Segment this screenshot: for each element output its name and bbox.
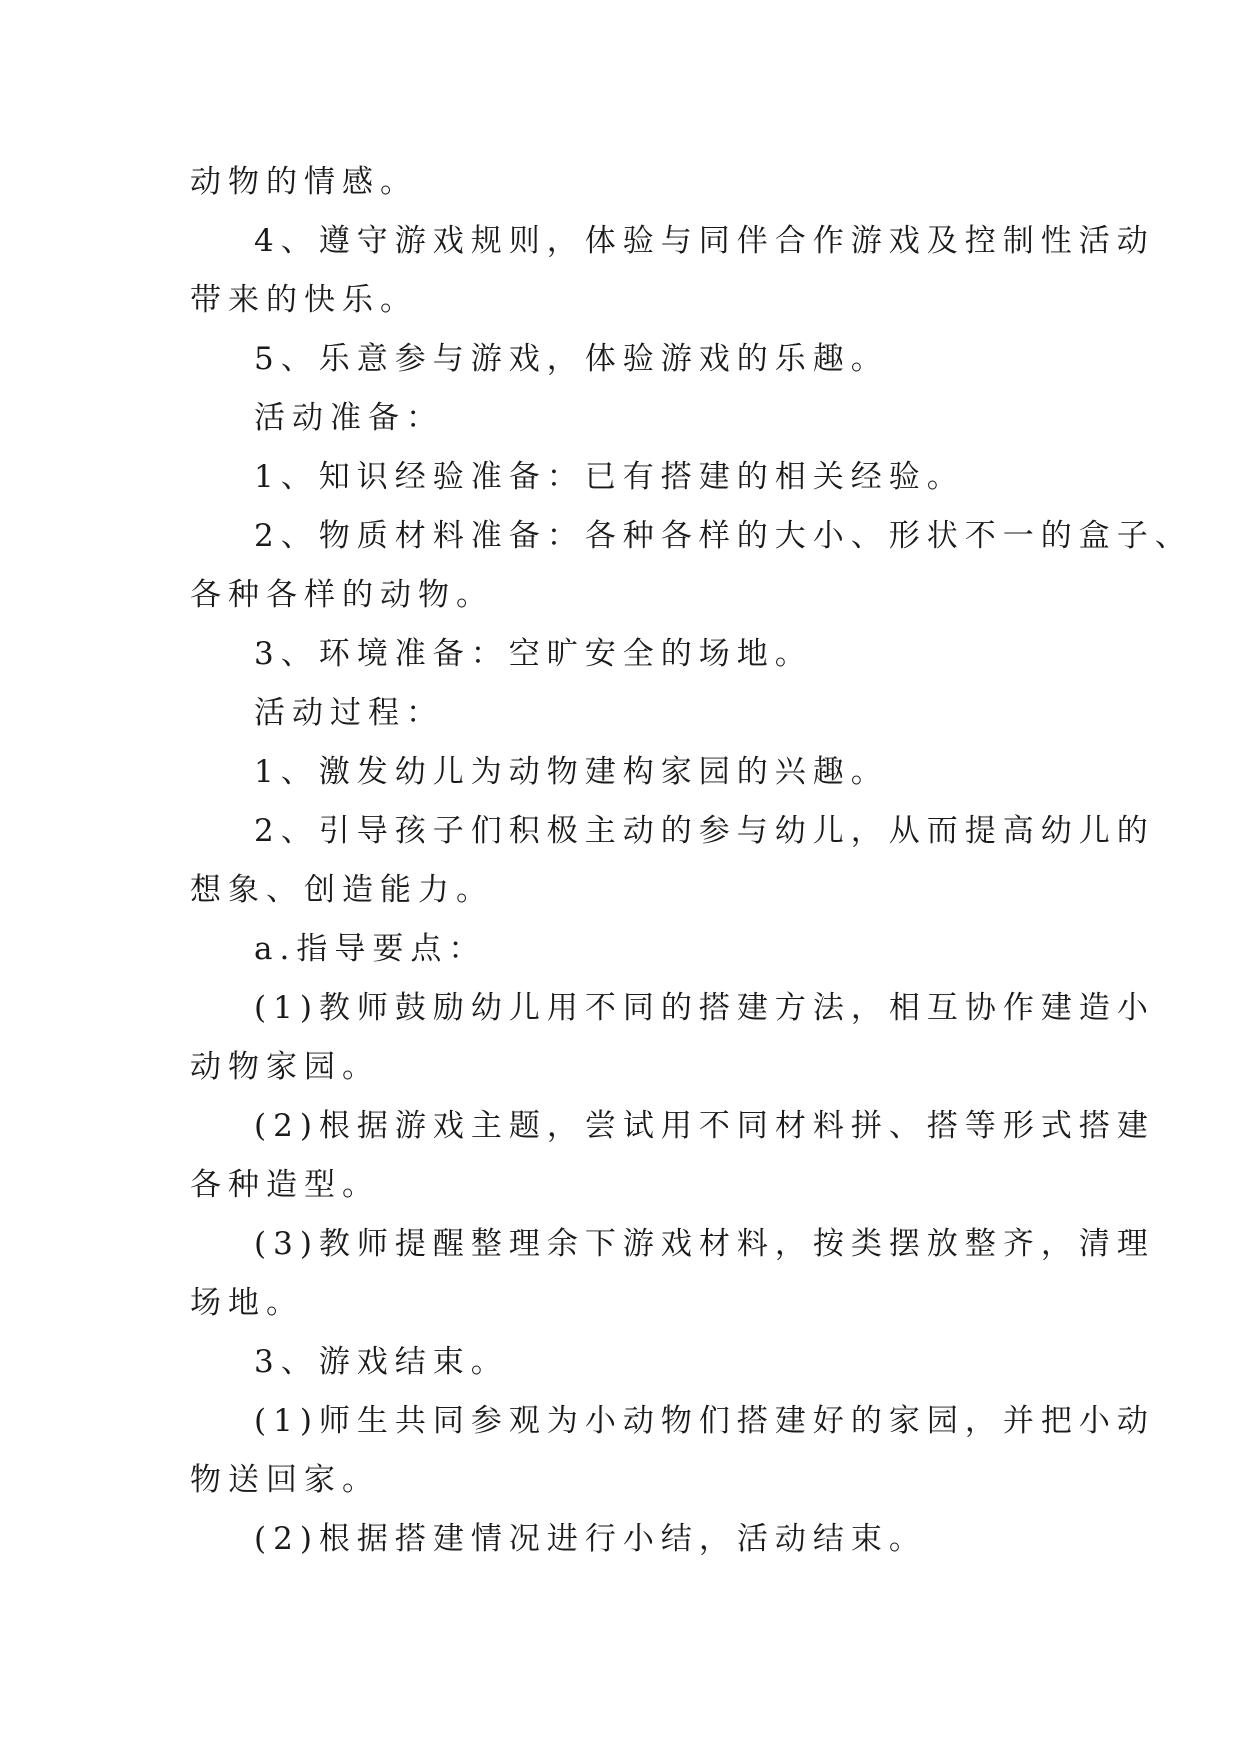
text-line: (1)教师鼓励幼儿用不同的搭建方法，相互协作建造小: [254, 990, 1155, 1026]
text-line: 动物家园。: [190, 1049, 380, 1085]
subheading-guidance-points: a.指导要点：: [254, 931, 487, 967]
text-line: (2)根据搭建情况进行小结，活动结束。: [254, 1521, 927, 1557]
text-line: (1)师生共同参观为小动物们搭建好的家园，并把小动: [254, 1403, 1155, 1439]
text-line: 2、引导孩子们积极主动的参与幼儿，从而提高幼儿的: [254, 813, 1155, 849]
section-heading-process: 活动过程：: [254, 695, 444, 731]
section-heading-preparation: 活动准备：: [254, 400, 444, 436]
text-line: 物送回家。: [190, 1462, 380, 1498]
text-line: 1、知识经验准备：已有搭建的相关经验。: [254, 459, 965, 495]
text-line: (3)教师提醒整理余下游戏材料，按类摆放整齐，清理: [254, 1226, 1155, 1262]
text-line: 动物的情感。: [190, 164, 418, 200]
text-line: 4、遵守游戏规则，体验与同伴合作游戏及控制性活动: [254, 223, 1155, 259]
text-line: 想象、创造能力。: [190, 872, 494, 908]
document-body: [190, 153, 1193, 1569]
text-line: 1、激发幼儿为动物建构家园的兴趣。: [254, 754, 889, 790]
text-line: 各种造型。: [190, 1167, 380, 1203]
text-line: 3、游戏结束。: [254, 1344, 509, 1380]
text-line: 场地。: [190, 1285, 304, 1321]
text-line: (2)根据游戏主题，尝试用不同材料拼、搭等形式搭建: [254, 1108, 1155, 1144]
text-line: 2、物质材料准备：各种各样的大小、形状不一的盒子、: [254, 518, 1193, 554]
text-line: 5、乐意参与游戏，体验游戏的乐趣。: [254, 341, 889, 377]
text-line: 各种各样的动物。: [190, 577, 494, 613]
text-line: 带来的快乐。: [190, 282, 418, 318]
text-line: 3、环境准备：空旷安全的场地。: [254, 636, 813, 672]
